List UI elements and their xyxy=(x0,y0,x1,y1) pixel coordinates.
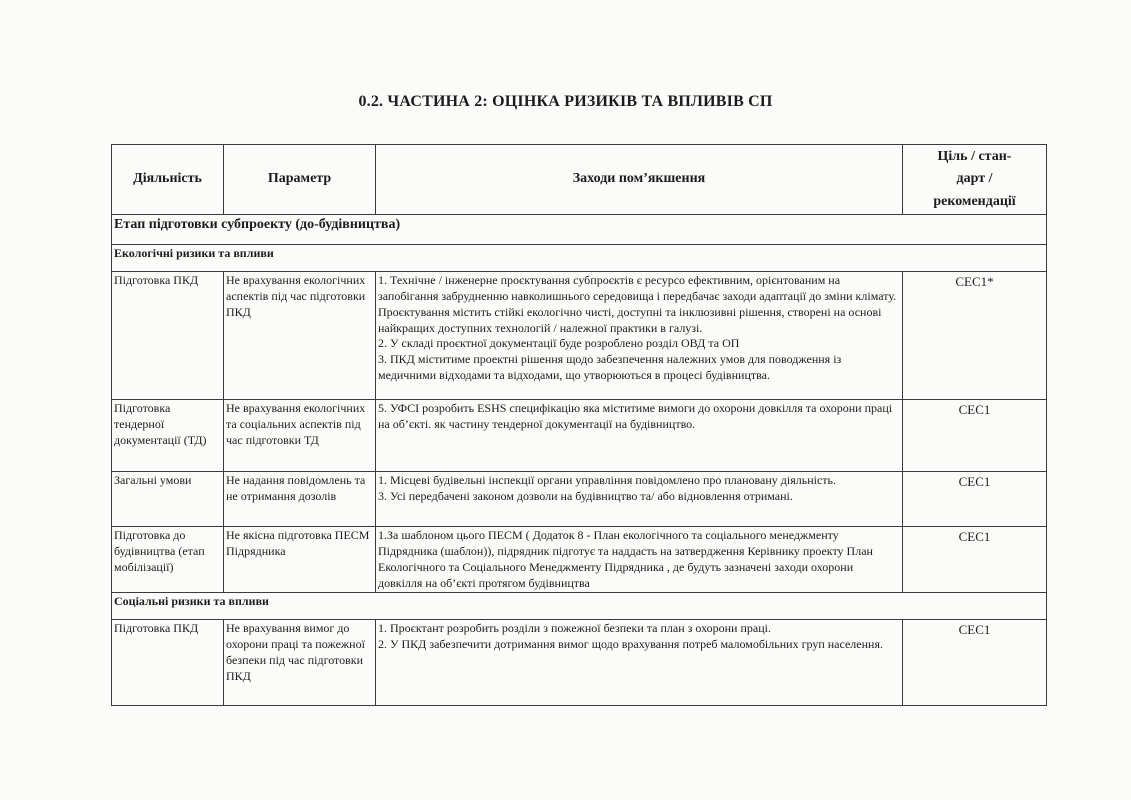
header-measures: Заходи пом’якшення xyxy=(376,145,903,215)
measures-cell xyxy=(376,472,903,527)
table-row xyxy=(112,400,1047,472)
measures-cell xyxy=(376,527,903,593)
measure-item: 1. Проєктант розробить розділи з пожежної безпеки та план з охорони праці. xyxy=(378,621,771,636)
header-row xyxy=(112,145,1047,215)
activity-cell: Підготовка ПКД xyxy=(112,272,224,400)
measures-cell xyxy=(376,272,903,400)
measure-item: 2. У складі проєктної документації буде розроблено розділ ОВД та ОП xyxy=(378,336,740,351)
measure-item: 2. У ПКД забезпечити дотримання вимог щодо врахування потреб маломобільних груп населення. xyxy=(378,637,883,652)
header-target xyxy=(903,145,1047,215)
activity-cell: Підготовка ПКД xyxy=(112,620,224,706)
parameter-cell: Не врахування екологічних та соціальних аспектів під час підготовки ТД xyxy=(224,400,376,472)
target-cell: CEC1* xyxy=(903,272,1047,400)
measure-item: 3. Усі передбачені законом дозволи на будівництво та/ або відновлення отримані. xyxy=(378,489,793,503)
target-cell: CEC1 xyxy=(903,400,1047,472)
header-target-line2: дарт / xyxy=(956,171,993,187)
parameter-cell: Не врахування екологічних аспектів під час підготовки ПКД xyxy=(224,272,376,400)
measure-item: 1. Технічне / інженерне проєктування субпроєктів є ресурсо ефективним, орієнтованим на запобігання забрудненню навколишнього середовища і передбачає заходи адаптації до зміни клімату. Проєктування містить стійкі екологічно чисті, доступні та інклюзивні рішення, створені на основі найкращих доступних технологій / належної практики в галузі. xyxy=(378,273,897,335)
header-parameter: Параметр xyxy=(224,145,376,215)
target-cell: CEC1 xyxy=(903,472,1047,527)
header-target-line1: Ціль / стан- xyxy=(937,149,1012,164)
table-row xyxy=(112,272,1047,400)
parameter-cell: Не надання повідомлень та не отримання дозолів xyxy=(224,472,376,527)
table-row xyxy=(112,527,1047,593)
measure-item: 5. УФСІ розробить ESHS специфікацію яка міститиме вимоги до охорони довкілля та охорони праці на об’єкті. як частину тендерної документації на будівництво. xyxy=(378,401,893,431)
target-cell: CEC1 xyxy=(903,620,1047,706)
parameter-cell: Не врахування вимог до охорони праці та пожежної безпеки під час підготовки ПКД xyxy=(224,620,376,706)
measure-item: 3. ПКД міститиме проектні рішення щодо забезпечення належних умов для поводження із медичними відходами та відходами, що утворюються в процесі будівництва. xyxy=(378,352,842,383)
table-row xyxy=(112,620,1047,706)
measure-item: 1. Місцеві будівельні інспекції органи управління повідомлено про плановану діяльність. xyxy=(378,473,837,488)
activity-cell: Підготовка до будівництва (етап мобілізації) xyxy=(112,527,224,593)
header-target-line3: рекомендації xyxy=(933,193,1016,209)
header-activity: Діяльність xyxy=(112,145,224,215)
measures-cell xyxy=(376,620,903,706)
section-row-social xyxy=(112,593,1047,620)
activity-cell: Загальні умови xyxy=(112,472,224,527)
measures-cell xyxy=(376,400,903,472)
target-cell: CEC1 xyxy=(903,527,1047,593)
section-heading-social: Соціальні ризики та впливи xyxy=(112,593,1047,620)
table-row xyxy=(112,472,1047,527)
stage-row xyxy=(112,215,1047,245)
activity-cell: Підготовка тендерної документації (ТД) xyxy=(112,400,224,472)
section-row-environmental xyxy=(112,245,1047,272)
parameter-cell: Не якісна підготовка ПЕСМ Підрядника xyxy=(224,527,376,593)
risk-assessment-table xyxy=(111,144,1047,706)
stage-heading: Етап підготовки субпроекту (до-будівництва) xyxy=(112,215,1047,245)
section-heading-environmental: Екологічні ризики та впливи xyxy=(112,245,1047,272)
measure-item: 1.За шаблоном цього ПЕСМ ( Додаток 8 - План екологічного та соціального менеджменту Підрядника (шаблон)), підрядник підготує та наддасть на затвердження Керівнику проекту План Екологічного та Соціального Менеджменту Підрядника , де будуть зазначені заходи охорони довкілля на об’єкті протягом будівництва xyxy=(378,528,873,590)
page-title: 0.2. ЧАСТИНА 2: ОЦІНКА РИЗИКІВ ТА ВПЛИВІВ СП xyxy=(358,93,773,110)
